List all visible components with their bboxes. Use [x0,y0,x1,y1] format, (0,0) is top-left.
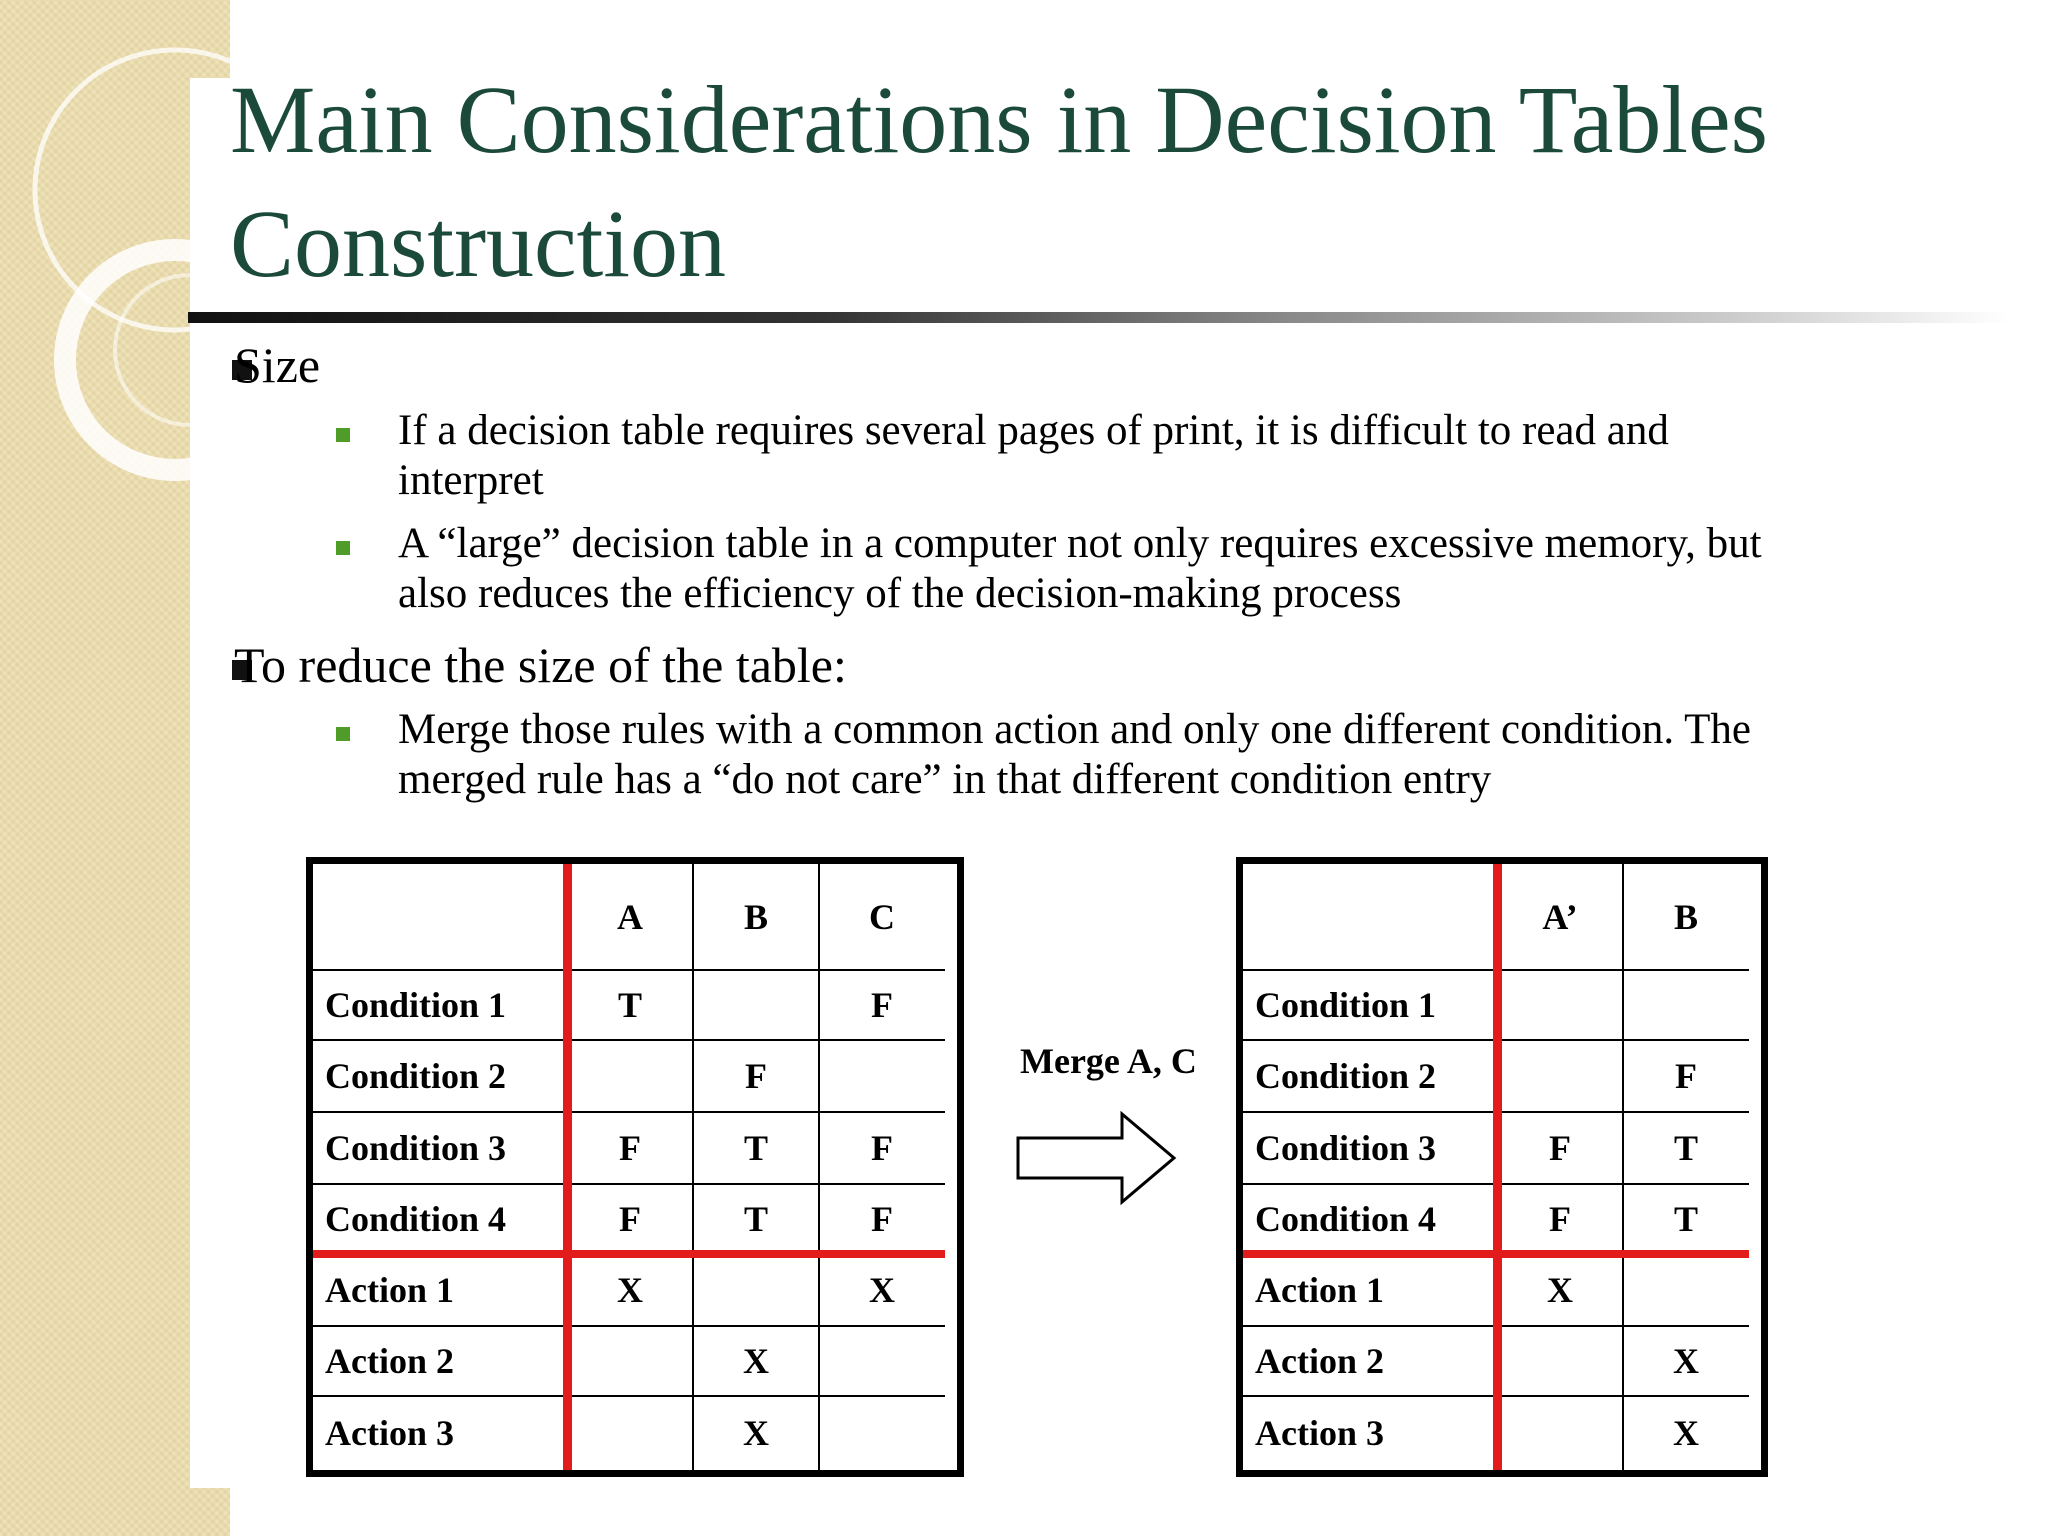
merge-label: Merge A, C [1020,1041,1197,1081]
row-label: Action 3 [325,1413,454,1453]
table-cell: F [1549,1128,1571,1168]
table-cell [819,1040,945,1112]
table-cell: F [871,1128,893,1168]
table-cell: X [743,1413,769,1453]
sub-bullet-square-icon [336,541,350,555]
table-cell: T [617,985,642,1025]
sub-bullet-print-line-2: interpret [398,457,544,504]
sub-bullet-merge-line-1: Merge those rules with a common action and only one different condition. The [398,706,1751,753]
red-divider-horizontal [313,1250,945,1258]
column-header: C [869,897,895,937]
sub-bullet-merge [398,705,1751,805]
column-header: A [617,897,643,937]
red-divider-horizontal [1243,1250,1749,1258]
table-corner-cell [1243,864,1497,970]
bullet-size: Size [234,337,321,393]
table-cell [1623,1254,1749,1326]
table-cell: X [869,1270,895,1310]
table-cell [693,970,819,1040]
table-cell [567,1326,693,1396]
table-cell: X [1673,1341,1699,1381]
grid-line-horizontal [313,1395,945,1397]
row-label: Condition 3 [1255,1128,1437,1168]
table-cell: F [871,985,893,1025]
table-cell [1623,970,1749,1040]
slide-title [230,58,1768,306]
right-arrow-icon [1012,1108,1182,1208]
row-label: Condition 4 [325,1199,507,1239]
grid-line-horizontal [313,1183,945,1185]
table-cell: F [619,1199,641,1239]
column-header: A’ [1542,897,1578,937]
row-label: Action 2 [1255,1341,1384,1381]
grid-line-horizontal [313,1111,945,1113]
table-cell: X [743,1341,769,1381]
table-cell: X [1547,1270,1573,1310]
sub-bullet-square-icon [336,727,350,741]
table-cell: X [1673,1413,1699,1453]
title-divider [188,312,2008,323]
red-divider-vertical [1493,864,1502,1470]
column-header: B [1673,897,1698,937]
table-cell: T [743,1199,768,1239]
row-label: Condition 1 [325,985,507,1025]
sub-bullet-print-line-1: If a decision table requires several pages of print, it is difficult to read and [398,407,1669,454]
red-divider-vertical [563,864,572,1470]
sub-bullet-memory [398,519,1762,619]
decision-table-after [1236,857,1768,1477]
table-cell: F [871,1199,893,1239]
bullet-reduce-size: To reduce the size of the table: [234,637,847,693]
grid-line-vertical [818,864,820,1470]
table-cell [1497,1326,1623,1396]
table-cell [819,1326,945,1396]
row-label: Action 3 [1255,1413,1384,1453]
title-line-2: Construction [230,190,726,297]
grid-line-horizontal [313,1039,945,1041]
table-cell [1497,970,1623,1040]
table-cell: T [1673,1199,1698,1239]
table-cell: F [745,1056,767,1096]
row-label: Condition 4 [1255,1199,1437,1239]
table-cell [567,1396,693,1470]
table-cell: T [743,1128,768,1168]
row-label: Condition 1 [1255,985,1437,1025]
row-label: Condition 2 [325,1056,507,1096]
row-label: Action 2 [325,1341,454,1381]
row-label: Condition 3 [325,1128,507,1168]
table-corner-cell [313,864,567,970]
table-cell [567,1040,693,1112]
grid-line-horizontal [313,969,945,971]
table-cell: F [619,1128,641,1168]
table-cell: F [1675,1056,1697,1096]
sub-bullet-square-icon [336,428,350,442]
sub-bullet-memory-line-2: also reduces the efficiency of the decision-making process [398,570,1402,617]
grid-line-horizontal [313,1325,945,1327]
row-label: Action 1 [1255,1270,1384,1310]
table-cell [1497,1040,1623,1112]
grid-line-vertical [692,864,694,1470]
table-cell [1497,1396,1623,1470]
title-line-1: Main Considerations in Decision Tables [230,66,1768,173]
table-cell: F [1549,1199,1571,1239]
row-label: Condition 2 [1255,1056,1437,1096]
sub-bullet-memory-line-1: A “large” decision table in a computer not only requires excessive memory, but [398,520,1762,567]
table-cell: T [1673,1128,1698,1168]
sub-bullet-merge-line-2: merged rule has a “do not care” in that different condition entry [398,756,1492,803]
row-label: Action 1 [325,1270,454,1310]
sub-bullet-print [398,406,1669,506]
column-header: B [743,897,768,937]
table-cell: X [617,1270,643,1310]
decision-table-before [306,857,964,1477]
table-cell [819,1396,945,1470]
table-cell [693,1254,819,1326]
grid-line-vertical [1622,864,1624,1470]
